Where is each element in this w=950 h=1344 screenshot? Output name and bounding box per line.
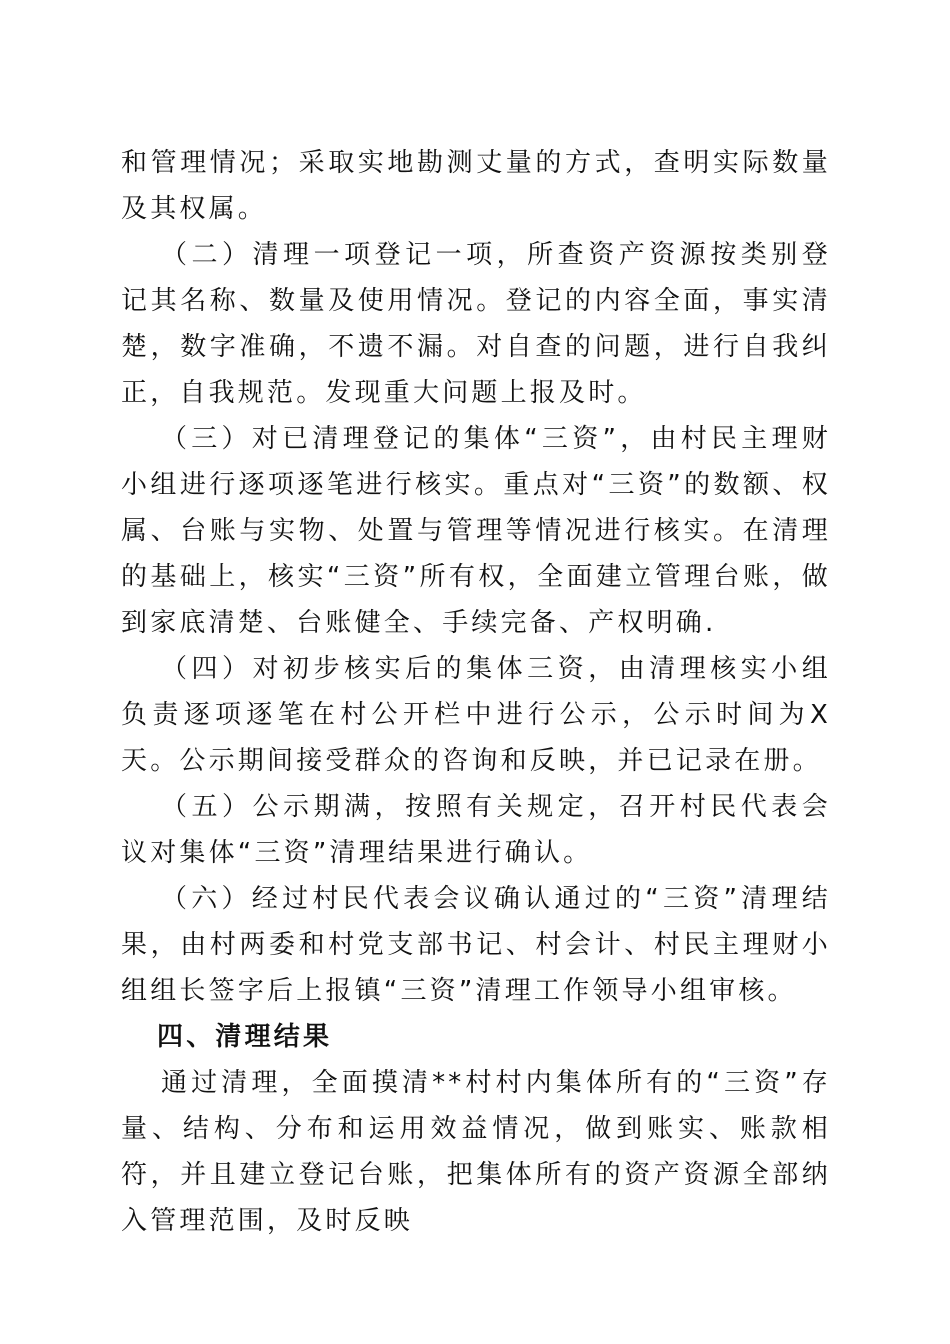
section-heading: 四、清理结果: [157, 1022, 333, 1052]
paragraph-7: 通过清理，全面摸清**村村内集体所有的“三资”存量、结构、分布和运用效益情况，做到账实、账款相符，并且建立登记台账，把集体所有的资产资源全部纳入管理范围，及时反映: [121, 1068, 831, 1236]
document-body: [121, 140, 831, 1244]
paragraph-2: （二）清理一项登记一项，所查资产资源按类别登记其名称、数量及使用情况。登记的内容全面，事实清楚，数字准确，不遗不漏。对自查的问题，进行自我纠正，自我规范。发现重大问题上报及时。: [121, 240, 831, 408]
paragraph-5: （五）公示期满，按照有关规定，召开村民代表会议对集体“三资”清理结果进行确认。: [121, 792, 831, 868]
paragraph-1: 和管理情况；采取实地勘测丈量的方式，查明实际数量及其权属。: [121, 148, 831, 224]
paragraph-3: （三）对已清理登记的集体“三资”，由村民主理财小组进行逐项逐笔进行核实。重点对“三资”的数额、权属、台账与实物、处置与管理等情况进行核实。在清理的基础上，核实“三资”所有权，全面建立管理台账，做到家底清楚、台账健全、手续完备、产权明确.: [121, 424, 831, 638]
paragraph-6: （六）经过村民代表会议确认通过的“三资”清理结果，由村两委和村党支部书记、村会计、村民主理财小组组长签字后上报镇“三资”清理工作领导小组审核。: [121, 884, 831, 1006]
paragraph-4: （四）对初步核实后的集体三资，由清理核实小组负责逐项逐笔在村公开栏中进行公示，公示时间为X天。公示期间接受群众的咨询和反映，并已记录在册。: [121, 654, 831, 776]
